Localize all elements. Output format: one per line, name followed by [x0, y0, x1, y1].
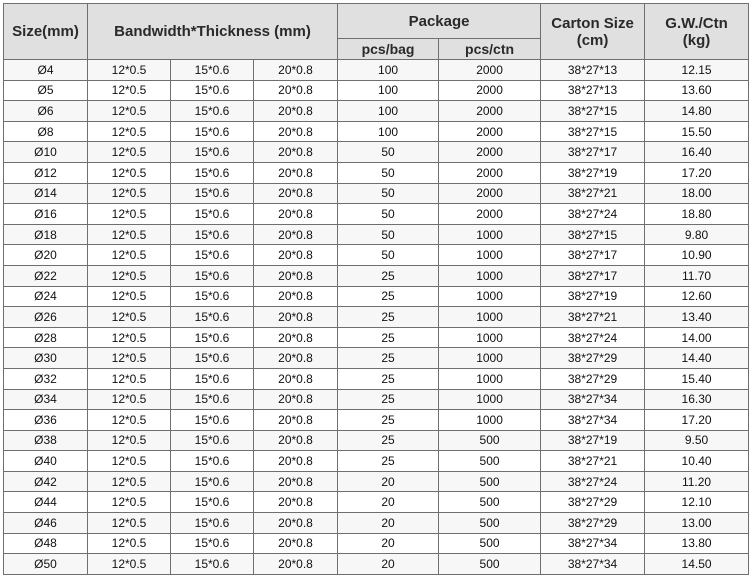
- table-row: [4, 554, 749, 575]
- bandwidth-20-cell: 20*0.8: [254, 121, 338, 142]
- bandwidth-12-cell: 12*0.5: [88, 183, 171, 204]
- bandwidth-12-cell: 12*0.5: [88, 286, 171, 307]
- table-row: [4, 60, 749, 81]
- bandwidth-20-cell: 20*0.8: [254, 245, 338, 266]
- pcs-ctn-cell: 1000: [439, 410, 541, 431]
- carton-size-cell: 38*27*19: [541, 286, 645, 307]
- bandwidth-15-cell: 15*0.6: [171, 492, 254, 513]
- bandwidth-15-cell: 15*0.6: [171, 142, 254, 163]
- table-row: [4, 224, 749, 245]
- gross-weight-cell: 11.20: [645, 471, 749, 492]
- bandwidth-15-cell: 15*0.6: [171, 327, 254, 348]
- gross-weight-cell: 13.00: [645, 513, 749, 534]
- size-cell: Ø14: [4, 183, 88, 204]
- table-row: [4, 183, 749, 204]
- carton-size-header: [541, 4, 645, 60]
- table-row: [4, 204, 749, 225]
- gross-weight-cell: 13.40: [645, 307, 749, 328]
- size-cell: Ø50: [4, 554, 88, 575]
- bandwidth-20-cell: 20*0.8: [254, 451, 338, 472]
- bandwidth-20-cell: 20*0.8: [254, 80, 338, 101]
- gross-weight-cell: 14.40: [645, 348, 749, 369]
- gross-weight-header: [645, 4, 749, 60]
- gross-weight-cell: 13.60: [645, 80, 749, 101]
- bandwidth-15-cell: 15*0.6: [171, 245, 254, 266]
- pcs-ctn-header: pcs/ctn: [439, 39, 541, 60]
- carton-size-cell: 38*27*34: [541, 410, 645, 431]
- gross-weight-cell: 18.80: [645, 204, 749, 225]
- pcs-ctn-cell: 500: [439, 533, 541, 554]
- carton-size-cell: 38*27*29: [541, 513, 645, 534]
- table-row: [4, 286, 749, 307]
- pcs-bag-cell: 100: [338, 60, 439, 81]
- table-body: [4, 60, 749, 575]
- gross-weight-unit: (kg): [682, 31, 711, 49]
- pcs-bag-cell: 25: [338, 410, 439, 431]
- gross-weight-cell: 15.40: [645, 368, 749, 389]
- bandwidth-20-cell: 20*0.8: [254, 204, 338, 225]
- bandwidth-20-cell: 20*0.8: [254, 430, 338, 451]
- size-cell: Ø8: [4, 121, 88, 142]
- pcs-ctn-cell: 1000: [439, 368, 541, 389]
- bandwidth-15-cell: 15*0.6: [171, 204, 254, 225]
- pcs-ctn-cell: 1000: [439, 327, 541, 348]
- bandwidth-15-cell: 15*0.6: [171, 183, 254, 204]
- bandwidth-12-cell: 12*0.5: [88, 142, 171, 163]
- bandwidth-15-cell: 15*0.6: [171, 368, 254, 389]
- bandwidth-15-cell: 15*0.6: [171, 224, 254, 245]
- gross-weight-cell: 17.20: [645, 162, 749, 183]
- carton-size-cell: 38*27*13: [541, 80, 645, 101]
- size-cell: Ø36: [4, 410, 88, 431]
- carton-size-cell: 38*27*19: [541, 162, 645, 183]
- table-row: [4, 513, 749, 534]
- carton-size-cell: 38*27*29: [541, 492, 645, 513]
- gross-weight-cell: 10.90: [645, 245, 749, 266]
- carton-size-cell: 38*27*17: [541, 245, 645, 266]
- bandwidth-12-cell: 12*0.5: [88, 513, 171, 534]
- size-cell: Ø4: [4, 60, 88, 81]
- bandwidth-12-cell: 12*0.5: [88, 492, 171, 513]
- bandwidth-15-cell: 15*0.6: [171, 451, 254, 472]
- size-header: Size(mm): [4, 4, 88, 60]
- pcs-bag-cell: 20: [338, 492, 439, 513]
- gross-weight-cell: 14.00: [645, 327, 749, 348]
- bandwidth-15-cell: 15*0.6: [171, 471, 254, 492]
- bandwidth-15-cell: 15*0.6: [171, 348, 254, 369]
- carton-size-cell: 38*27*29: [541, 368, 645, 389]
- bandwidth-20-cell: 20*0.8: [254, 471, 338, 492]
- pcs-bag-cell: 25: [338, 389, 439, 410]
- table-row: [4, 389, 749, 410]
- table-row: [4, 533, 749, 554]
- size-cell: Ø6: [4, 101, 88, 122]
- bandwidth-15-cell: 15*0.6: [171, 430, 254, 451]
- pcs-bag-cell: 100: [338, 101, 439, 122]
- bandwidth-20-cell: 20*0.8: [254, 348, 338, 369]
- bandwidth-12-cell: 12*0.5: [88, 389, 171, 410]
- bandwidth-20-cell: 20*0.8: [254, 183, 338, 204]
- table-row: [4, 101, 749, 122]
- gross-weight-label: G.W./Ctn: [665, 14, 728, 32]
- size-cell: Ø18: [4, 224, 88, 245]
- bandwidth-12-cell: 12*0.5: [88, 348, 171, 369]
- bandwidth-20-cell: 20*0.8: [254, 533, 338, 554]
- gross-weight-cell: 14.50: [645, 554, 749, 575]
- pcs-ctn-cell: 500: [439, 492, 541, 513]
- pcs-bag-cell: 20: [338, 471, 439, 492]
- table-header: [4, 4, 749, 60]
- pcs-ctn-cell: 500: [439, 471, 541, 492]
- pcs-bag-cell: 20: [338, 513, 439, 534]
- gross-weight-cell: 12.60: [645, 286, 749, 307]
- carton-size-cell: 38*27*21: [541, 183, 645, 204]
- gross-weight-cell: 17.20: [645, 410, 749, 431]
- pcs-bag-cell: 25: [338, 286, 439, 307]
- carton-size-cell: 38*27*21: [541, 307, 645, 328]
- table-row: [4, 410, 749, 431]
- pcs-ctn-cell: 2000: [439, 142, 541, 163]
- bandwidth-15-cell: 15*0.6: [171, 410, 254, 431]
- bandwidth-15-cell: 15*0.6: [171, 389, 254, 410]
- bandwidth-15-cell: 15*0.6: [171, 286, 254, 307]
- size-cell: Ø12: [4, 162, 88, 183]
- gross-weight-cell: 15.50: [645, 121, 749, 142]
- size-cell: Ø16: [4, 204, 88, 225]
- table-row: [4, 451, 749, 472]
- carton-size-cell: 38*27*34: [541, 554, 645, 575]
- package-header: Package: [338, 4, 541, 39]
- pcs-ctn-cell: 1000: [439, 224, 541, 245]
- size-cell: Ø42: [4, 471, 88, 492]
- size-cell: Ø22: [4, 265, 88, 286]
- pcs-bag-cell: 100: [338, 80, 439, 101]
- table-row: [4, 121, 749, 142]
- size-cell: Ø26: [4, 307, 88, 328]
- pcs-ctn-cell: 2000: [439, 101, 541, 122]
- bandwidth-12-cell: 12*0.5: [88, 101, 171, 122]
- spec-table: [3, 3, 749, 575]
- bandwidth-20-cell: 20*0.8: [254, 224, 338, 245]
- pcs-ctn-cell: 2000: [439, 80, 541, 101]
- table-row: [4, 492, 749, 513]
- gross-weight-cell: 12.15: [645, 60, 749, 81]
- carton-size-cell: 38*27*15: [541, 101, 645, 122]
- pcs-bag-cell: 25: [338, 430, 439, 451]
- pcs-bag-cell: 50: [338, 204, 439, 225]
- bandwidth-20-cell: 20*0.8: [254, 368, 338, 389]
- table-row: [4, 471, 749, 492]
- gross-weight-cell: 18.00: [645, 183, 749, 204]
- size-cell: Ø40: [4, 451, 88, 472]
- carton-size-cell: 38*27*15: [541, 121, 645, 142]
- size-cell: Ø32: [4, 368, 88, 389]
- carton-size-cell: 38*27*24: [541, 204, 645, 225]
- bandwidth-15-cell: 15*0.6: [171, 101, 254, 122]
- pcs-ctn-cell: 500: [439, 554, 541, 575]
- bandwidth-12-cell: 12*0.5: [88, 368, 171, 389]
- table-row: [4, 162, 749, 183]
- size-cell: Ø48: [4, 533, 88, 554]
- gross-weight-cell: 14.80: [645, 101, 749, 122]
- gross-weight-cell: 12.10: [645, 492, 749, 513]
- pcs-bag-cell: 25: [338, 368, 439, 389]
- pcs-ctn-cell: 2000: [439, 204, 541, 225]
- bandwidth-12-cell: 12*0.5: [88, 451, 171, 472]
- gross-weight-cell: 11.70: [645, 265, 749, 286]
- bandwidth-12-cell: 12*0.5: [88, 162, 171, 183]
- carton-size-cell: 38*27*34: [541, 533, 645, 554]
- bandwidth-15-cell: 15*0.6: [171, 121, 254, 142]
- bandwidth-20-cell: 20*0.8: [254, 513, 338, 534]
- bandwidth-15-cell: 15*0.6: [171, 513, 254, 534]
- bandwidth-20-cell: 20*0.8: [254, 265, 338, 286]
- bandwidth-20-cell: 20*0.8: [254, 492, 338, 513]
- pcs-ctn-cell: 1000: [439, 286, 541, 307]
- table-row: [4, 265, 749, 286]
- bandwidth-20-cell: 20*0.8: [254, 410, 338, 431]
- table-row: [4, 348, 749, 369]
- pcs-bag-cell: 20: [338, 533, 439, 554]
- size-cell: Ø5: [4, 80, 88, 101]
- pcs-ctn-cell: 1000: [439, 348, 541, 369]
- pcs-ctn-cell: 2000: [439, 121, 541, 142]
- pcs-bag-cell: 100: [338, 121, 439, 142]
- carton-size-cell: 38*27*13: [541, 60, 645, 81]
- bandwidth-12-cell: 12*0.5: [88, 80, 171, 101]
- pcs-ctn-cell: 2000: [439, 60, 541, 81]
- size-cell: Ø38: [4, 430, 88, 451]
- pcs-ctn-cell: 1000: [439, 245, 541, 266]
- carton-size-cell: 38*27*19: [541, 430, 645, 451]
- pcs-ctn-cell: 2000: [439, 162, 541, 183]
- pcs-ctn-cell: 1000: [439, 265, 541, 286]
- bandwidth-12-cell: 12*0.5: [88, 307, 171, 328]
- pcs-bag-cell: 50: [338, 183, 439, 204]
- bandwidth-12-cell: 12*0.5: [88, 430, 171, 451]
- pcs-ctn-cell: 1000: [439, 389, 541, 410]
- bandwidth-15-cell: 15*0.6: [171, 80, 254, 101]
- size-cell: Ø20: [4, 245, 88, 266]
- gross-weight-cell: 9.50: [645, 430, 749, 451]
- table-row: [4, 142, 749, 163]
- pcs-ctn-cell: 2000: [439, 183, 541, 204]
- table-row: [4, 327, 749, 348]
- pcs-bag-cell: 25: [338, 307, 439, 328]
- bandwidth-20-cell: 20*0.8: [254, 389, 338, 410]
- gross-weight-cell: 16.30: [645, 389, 749, 410]
- carton-size-cell: 38*27*17: [541, 265, 645, 286]
- gross-weight-cell: 10.40: [645, 451, 749, 472]
- table-row: [4, 80, 749, 101]
- size-cell: Ø46: [4, 513, 88, 534]
- pcs-bag-header: pcs/bag: [338, 39, 439, 60]
- bandwidth-20-cell: 20*0.8: [254, 101, 338, 122]
- size-cell: Ø10: [4, 142, 88, 163]
- bandwidth-12-cell: 12*0.5: [88, 224, 171, 245]
- bandwidth-header: Bandwidth*Thickness (mm): [88, 4, 338, 60]
- pcs-ctn-cell: 500: [439, 451, 541, 472]
- carton-size-cell: 38*27*34: [541, 389, 645, 410]
- bandwidth-15-cell: 15*0.6: [171, 162, 254, 183]
- bandwidth-20-cell: 20*0.8: [254, 327, 338, 348]
- pcs-bag-cell: 25: [338, 265, 439, 286]
- size-cell: Ø24: [4, 286, 88, 307]
- bandwidth-12-cell: 12*0.5: [88, 471, 171, 492]
- bandwidth-20-cell: 20*0.8: [254, 286, 338, 307]
- gross-weight-cell: 13.80: [645, 533, 749, 554]
- bandwidth-15-cell: 15*0.6: [171, 554, 254, 575]
- pcs-bag-cell: 25: [338, 327, 439, 348]
- pcs-bag-cell: 50: [338, 162, 439, 183]
- bandwidth-15-cell: 15*0.6: [171, 533, 254, 554]
- table-row: [4, 368, 749, 389]
- table-row: [4, 430, 749, 451]
- carton-size-cell: 38*27*29: [541, 348, 645, 369]
- bandwidth-12-cell: 12*0.5: [88, 554, 171, 575]
- carton-size-cell: 38*27*24: [541, 471, 645, 492]
- gross-weight-cell: 9.80: [645, 224, 749, 245]
- bandwidth-12-cell: 12*0.5: [88, 533, 171, 554]
- table-row: [4, 307, 749, 328]
- size-cell: Ø44: [4, 492, 88, 513]
- carton-size-cell: 38*27*17: [541, 142, 645, 163]
- bandwidth-12-cell: 12*0.5: [88, 265, 171, 286]
- gross-weight-cell: 16.40: [645, 142, 749, 163]
- bandwidth-15-cell: 15*0.6: [171, 307, 254, 328]
- table-row: [4, 245, 749, 266]
- bandwidth-20-cell: 20*0.8: [254, 142, 338, 163]
- carton-size-cell: 38*27*15: [541, 224, 645, 245]
- pcs-bag-cell: 25: [338, 451, 439, 472]
- bandwidth-15-cell: 15*0.6: [171, 60, 254, 81]
- carton-size-unit: (cm): [576, 31, 609, 49]
- pcs-bag-cell: 50: [338, 245, 439, 266]
- carton-size-label: Carton Size: [551, 14, 634, 32]
- bandwidth-12-cell: 12*0.5: [88, 327, 171, 348]
- bandwidth-12-cell: 12*0.5: [88, 245, 171, 266]
- bandwidth-12-cell: 12*0.5: [88, 410, 171, 431]
- pcs-ctn-cell: 500: [439, 513, 541, 534]
- bandwidth-20-cell: 20*0.8: [254, 60, 338, 81]
- bandwidth-12-cell: 12*0.5: [88, 204, 171, 225]
- bandwidth-20-cell: 20*0.8: [254, 554, 338, 575]
- bandwidth-12-cell: 12*0.5: [88, 121, 171, 142]
- size-cell: Ø34: [4, 389, 88, 410]
- carton-size-cell: 38*27*21: [541, 451, 645, 472]
- bandwidth-12-cell: 12*0.5: [88, 60, 171, 81]
- pcs-ctn-cell: 1000: [439, 307, 541, 328]
- pcs-bag-cell: 50: [338, 224, 439, 245]
- size-cell: Ø30: [4, 348, 88, 369]
- pcs-ctn-cell: 500: [439, 430, 541, 451]
- size-cell: Ø28: [4, 327, 88, 348]
- bandwidth-15-cell: 15*0.6: [171, 265, 254, 286]
- bandwidth-20-cell: 20*0.8: [254, 307, 338, 328]
- bandwidth-20-cell: 20*0.8: [254, 162, 338, 183]
- pcs-bag-cell: 20: [338, 554, 439, 575]
- pcs-bag-cell: 50: [338, 142, 439, 163]
- carton-size-cell: 38*27*24: [541, 327, 645, 348]
- pcs-bag-cell: 25: [338, 348, 439, 369]
